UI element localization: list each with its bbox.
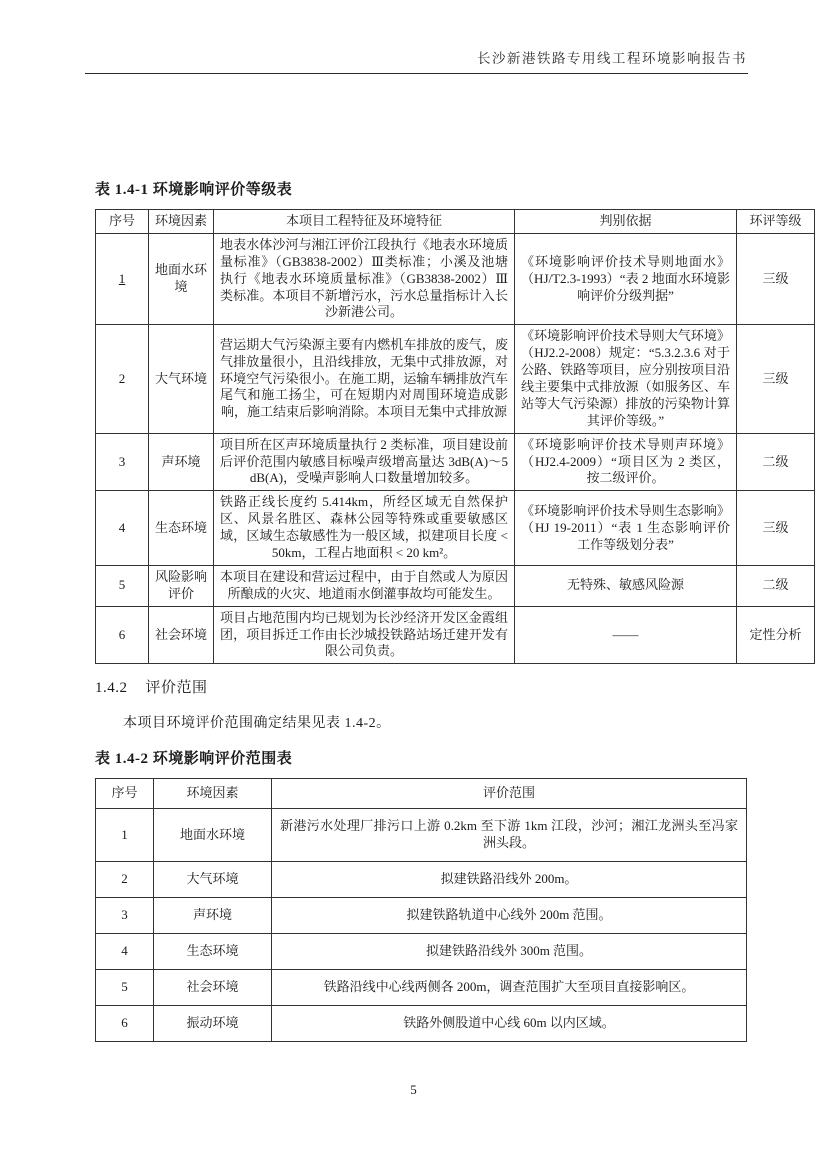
seq-value: 1 <box>118 270 126 286</box>
table1-row <box>96 233 815 324</box>
seq-cell: 4 <box>96 933 154 969</box>
table2-header-no: 序号 <box>96 779 154 809</box>
scope-cell: 新港污水处理厂排污口上游 0.2km 至下游 1km 江段，沙河；湘江龙洲头至冯家洲头段。 <box>272 809 747 862</box>
feature-cell: 铁路正线长度约 5.414km，所经区域无自然保护区、风景名胜区、森林公园等特殊或重要敏感区域，区域生态敏感性为一般区域，拟建项目长度 < 50km，工程占地面积 < 20 km²。 <box>214 491 515 566</box>
table1-header-row <box>96 210 815 234</box>
seq-cell: 4 <box>96 491 149 566</box>
table2-caption: 表 1.4-2 环境影响评价范围表 <box>95 751 293 768</box>
table2-row <box>96 1005 747 1041</box>
scope-cell: 拟建铁路沿线外 300m 范围。 <box>272 933 747 969</box>
table2-row <box>96 897 747 933</box>
seq-cell: 3 <box>96 897 154 933</box>
table2-row <box>96 862 747 898</box>
feature-cell: 地表水体沙河与湘江评价江段执行《地表水环境质量标准》（GB3838-2002）Ⅲ类标准；小溪及池塘执行《地表水环境质量标准》（GB3838-2002）Ⅲ类标准。本项目不新增污水，污水总量指标计入长沙新港公司。 <box>214 233 515 324</box>
grade-cell: 二级 <box>737 565 815 606</box>
factor-cell: 生态环境 <box>149 491 214 566</box>
grade-cell: 定性分析 <box>737 606 815 664</box>
factor-cell: 大气环境 <box>154 862 272 898</box>
table1-caption: 表 1.4-1 环境影响评价等级表 <box>95 182 293 198</box>
basis-cell: 《环境影响评价技术导则生态影响》（HJ 19-2011）“表 1 生态影响评价工作等级划分表” <box>515 491 737 566</box>
report-header-title: 长沙新港铁路专用线工程环境影响报告书 <box>477 51 747 66</box>
page-content <box>95 0 802 1042</box>
basis-cell: 《环境影响评价技术导则大气环境》（HJ2.2-2008）规定：“5.3.2.3.6 对于公路、铁路等项目，应分别按项目沿线主要集中式排放源（如服务区、车站等大气污染源）排放的污染物计算其评价等级。” <box>515 325 737 433</box>
table2-header-factor: 环境因素 <box>154 779 272 809</box>
grade-cell: 二级 <box>737 433 815 491</box>
factor-cell: 风险影响评价 <box>149 565 214 606</box>
basis-cell: —— <box>515 606 737 664</box>
seq-cell: 5 <box>96 969 154 1005</box>
table1-row <box>96 606 815 664</box>
table2-header-row <box>96 779 747 809</box>
scope-cell: 铁路外侧股道中心线 60m 以内区域。 <box>272 1005 747 1041</box>
grade-cell: 三级 <box>737 325 815 433</box>
section-number: 1.4.2 <box>95 680 128 697</box>
factor-cell: 振动环境 <box>154 1005 272 1041</box>
table2-row <box>96 969 747 1005</box>
scope-cell: 拟建铁路沿线外 200m。 <box>272 862 747 898</box>
feature-cell: 项目占地范围内均已规划为长沙经济开发区金霞组团，项目拆迁工作由长沙城投铁路站场迁建开发有限公司负责。 <box>214 606 515 664</box>
header-rule <box>85 73 748 74</box>
section-heading <box>95 676 747 697</box>
table1-row <box>96 565 815 606</box>
table1-header-basis: 判别依据 <box>515 210 737 234</box>
table2-row <box>96 933 747 969</box>
grade-cell: 三级 <box>737 491 815 566</box>
factor-cell: 声环境 <box>149 433 214 491</box>
body-paragraph: 本项目环境评价范围确定结果见表 1.4-2。 <box>123 716 391 732</box>
scope-cell: 拟建铁路轨道中心线外 200m 范围。 <box>272 897 747 933</box>
grade-cell: 三级 <box>737 233 815 324</box>
table1-header-no: 序号 <box>96 210 149 234</box>
page-number: 5 <box>410 1082 417 1097</box>
seq-cell: 5 <box>96 565 149 606</box>
basis-cell: 《环境影响评价技术导则声环境》（HJ2.4-2009）“项目区为 2 类区，按二级评价。 <box>515 433 737 491</box>
seq-cell: 6 <box>96 606 149 664</box>
factor-cell: 生态环境 <box>154 933 272 969</box>
table1-row <box>96 491 815 566</box>
seq-cell: 2 <box>96 862 154 898</box>
table1-header-grade: 环评等级 <box>737 210 815 234</box>
table1-header-factor: 环境因素 <box>149 210 214 234</box>
factor-cell: 地面水环境 <box>149 233 214 324</box>
assessment-scope-table <box>95 778 747 1041</box>
factor-cell: 大气环境 <box>149 325 214 433</box>
basis-cell: 无特殊、敏感风险源 <box>515 565 737 606</box>
table2-row <box>96 809 747 862</box>
table1-row <box>96 433 815 491</box>
seq-cell: 1 <box>96 809 154 862</box>
factor-cell: 社会环境 <box>154 969 272 1005</box>
table2-header-scope: 评价范围 <box>272 779 747 809</box>
factor-cell: 社会环境 <box>149 606 214 664</box>
scope-cell: 铁路沿线中心线两侧各 200m，调查范围扩大至项目直接影响区。 <box>272 969 747 1005</box>
feature-cell: 项目所在区声环境质量执行 2 类标准，项目建设前后评价范围内敏感目标噪声级增高量达 3dB(A)～5dB(A)，受噪声影响人口数量增加较多。 <box>214 433 515 491</box>
seq-cell: 6 <box>96 1005 154 1041</box>
seq-cell: 2 <box>96 325 149 433</box>
table1-row <box>96 325 815 433</box>
basis-cell: 《环境影响评价技术导则地面水》（HJ/T2.3-1993）“表 2 地面水环境影响评价分级判据” <box>515 233 737 324</box>
section-title: 评价范围 <box>145 680 208 697</box>
feature-cell: 营运期大气污染源主要有内燃机车排放的废气，废气排放量很小，且沿线排放，无集中式排放源，对环境空气污染很小。在施工期，运输车辆排放汽车尾气和施工扬尘，可在短期内对周围环境造成影响，施工结束后影响消除。本项目无集中式排放源 <box>214 325 515 433</box>
seq-cell <box>96 233 149 324</box>
factor-cell: 地面水环境 <box>154 809 272 862</box>
feature-cell: 本项目在建设和营运过程中，由于自然或人为原因所酿成的火灾、地道雨水倒灌事故均可能发生。 <box>214 565 515 606</box>
table1-header-feature: 本项目工程特征及环境特征 <box>214 210 515 234</box>
factor-cell: 声环境 <box>154 897 272 933</box>
seq-cell: 3 <box>96 433 149 491</box>
assessment-grade-table <box>95 209 815 664</box>
